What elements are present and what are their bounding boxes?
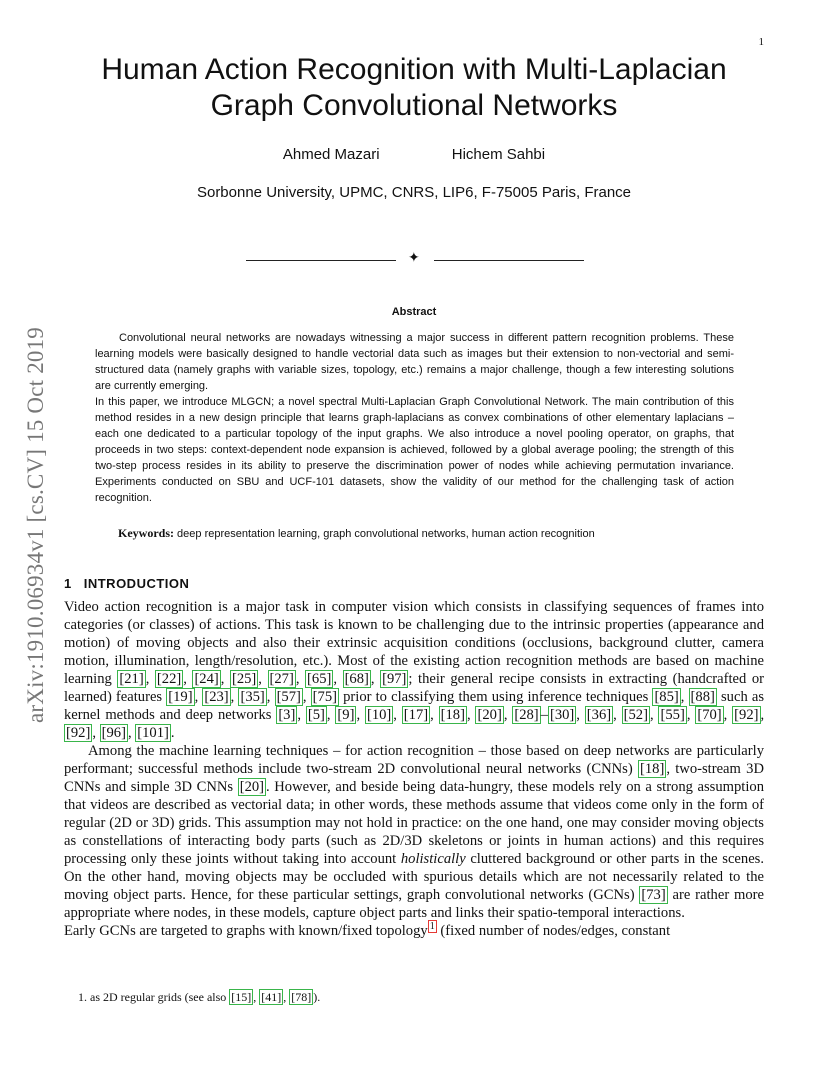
citation-link[interactable]: [68] (344, 671, 369, 687)
body-text: ; their general recipe consists in extracting (handcrafted or learned) features (64, 671, 765, 705)
divider-line-right (434, 260, 584, 261)
citation-link[interactable]: [3] (278, 707, 296, 723)
body-text: – (540, 707, 548, 723)
body-text: (fixed number of nodes/edges, constant (436, 923, 671, 939)
body-text: . However, and beside being data-hungry, these models rely on a strong assumption that videos are described as vectorial data; in other words, these methods assume that videos come only in the form of regular (2D or 3D) grids. This assumption may not hold in practice: on the one hand, one may consider moving objects as constellations of interacting body parts (such as 2D/3D skeletons or joints in human actions) and this requires processing only these joints without taking into account (64, 779, 765, 867)
citation-link[interactable]: [78] (291, 990, 312, 1004)
intro-paragraph (64, 742, 764, 922)
citation-link[interactable]: [24] (194, 671, 219, 687)
author-name: Hichem Sahbi (451, 146, 546, 163)
citation-link[interactable]: [88] (690, 689, 715, 705)
citation-link[interactable]: [57] (276, 689, 301, 705)
emphasis-text: holistically (400, 851, 466, 867)
author-name: Ahmed Mazari (282, 146, 380, 163)
page-number: 1 (758, 36, 764, 48)
footnote-text: ). (313, 990, 321, 1004)
citation-link[interactable]: [18] (639, 761, 665, 777)
citation-link[interactable]: [101] (137, 725, 169, 741)
divider-line-left (246, 260, 396, 261)
abstract-paragraph: Convolutional neural networks are nowadays witnessing a major success in different pattern recognition problems. These learning models were basically designed to handle vectorial data such as images but their extension to non-vectorial and semi-structured data (namely graphs with variable sizes, topology, etc.) remains a major challenge, though a few interesting solutions are currently emerging. (95, 332, 734, 392)
section-title: INTRODUCTION (83, 576, 190, 591)
citation-link[interactable]: [20] (239, 779, 265, 795)
section-number: 1 (64, 576, 72, 591)
citation-link[interactable]: [27] (269, 671, 294, 687)
body-text: are rather more appropriate where nodes, in these models, capture object parts and links their spatio-temporal interactions. (64, 887, 764, 921)
citation-link[interactable]: [96] (101, 725, 126, 741)
citation-link[interactable]: [85] (654, 689, 679, 705)
body-text: Among the machine learning techniques – for action recognition – those based on deep networks are particularly performant; successful methods include two-stream 2D convolutional neural networks (CNNs) (64, 743, 764, 777)
arxiv-identifier: arXiv:1910.06934v1 [cs.CV] 15 Oct 2019 (23, 327, 48, 723)
citation-link[interactable]: [28] (514, 707, 539, 723)
citation-link[interactable]: [23] (204, 689, 229, 705)
citation-link[interactable]: [70] (697, 707, 722, 723)
citation-link[interactable]: [25] (231, 671, 257, 687)
citation-link[interactable]: [19] (168, 689, 193, 705)
citation-link[interactable]: [9] (337, 707, 355, 723)
arxiv-sidebar (22, 290, 50, 760)
citation-link[interactable]: [21] (119, 671, 144, 687)
footnote: 1. as 2D regular grids (see also [15] , [41] , [78] ). (78, 990, 321, 1004)
body-text: cluttered background or other parts in the scenes. On the other hand, moving objects may be occluded with spurious details which are not necessarily related to the moving object parts. Hence, for these particular settings, graph convolutional networks (GCNs) (64, 851, 765, 903)
citation-link[interactable]: [41] (261, 990, 282, 1004)
citation-link[interactable]: [92] (734, 707, 759, 723)
abstract-heading: Abstract (391, 306, 437, 318)
intro-paragraph: Video action recognition is a major task in computer vision which consists in classifying sequences of frames into categories (or classes) of actions. This task is known to be challenging due to the intrinsic properties (appearance and motion) of moving objects and also their extrinsic acquisition conditions (occlusions, background clutter, camera motion, illumination, length/resolution, etc.). Most of the existing action recognition methods are based on machine learning [21] , [22] , [24] , [25] , [27] , [65] , [68] , [97] ; their general recipe consists in extracting (handcrafted or learned) features [19] , [23] , [35] , [57] , [75] prior to classifying them using inference techniques [85] , [88] such as kernel methods and deep networks [3] , [5] , [9] , [10] , [17] , [18] , [20] , [28] – [30] , [36] , [52] , [55] , [70] , [92] , [92] , [96] , [101] . (64, 599, 765, 741)
divider-star-icon: ✦ (408, 250, 420, 266)
abstract-paragraph: In this paper, we introduce MLGCN; a novel spectral Multi-Laplacian Graph Convolutional Network. The main contribution of this method resides in a new design principle that learns graph-laplacians as convex combinations of other elementary laplacians – each one dedicated to a particular topology of the input graphs. We also introduce a novel pooling operator, on graphs, that proceeds in two steps: context-dependent node expansion is achieved, followed by a global average pooling; the strength of this two-step process resides in its ability to preserve the discrimination power of nodes while achieving permutation invariance. Experiments conducted on SBU and UCF-101 datasets, show the validity of our method for the challenging task of action recognition. (95, 396, 734, 504)
citation-link[interactable]: [35] (240, 689, 265, 705)
keywords (118, 526, 595, 541)
body-text: . (170, 725, 175, 741)
citation-link[interactable]: [18] (440, 707, 465, 723)
body-text: Video action recognition is a major task in computer vision which consists in classifying sequences of frames into categories (or classes) of actions. This task is known to be challenging due to the intrinsic properties (appearance and motion) of moving objects and also their extrinsic acquisition conditions (occlusions, background clutter, camera motion, illumination, length/resolution, etc.). Most of the existing action recognition methods are based on machine learning (64, 599, 764, 687)
body-text: , two-stream 3D CNNs and simple 3D CNNs (64, 761, 765, 795)
citation-link[interactable]: [15] (231, 990, 252, 1004)
body-text: Early GCNs are targeted to graphs with known/fixed topology (64, 923, 428, 939)
citation-link[interactable]: [92] (66, 725, 91, 741)
keywords-text: deep representation learning, graph convolutional networks, human action recognition (174, 528, 595, 540)
citation-link[interactable]: [73] (641, 887, 666, 903)
author-list (0, 146, 828, 163)
citation-link[interactable]: [22] (156, 671, 182, 687)
citation-link[interactable]: [97] (382, 671, 407, 687)
citation-link[interactable]: [17] (403, 707, 429, 723)
section-heading (64, 576, 189, 591)
citation-link[interactable]: [5] (307, 707, 325, 723)
citation-link[interactable]: [10] (366, 707, 392, 723)
title-divider (246, 252, 584, 268)
affiliation: Sorbonne University, UPMC, CNRS, LIP6, F-75005 Paris, France (196, 184, 632, 201)
abstract-body (95, 330, 734, 506)
body-text: such as kernel methods and deep networks (64, 689, 765, 723)
citation-link[interactable]: [20] (477, 707, 502, 723)
paper-title: Human Action Recognition with Multi-Laplacian Graph Convolutional Networks (101, 53, 727, 122)
keywords-label: Keywords: (118, 526, 174, 540)
citation-link[interactable]: [52] (623, 707, 648, 723)
footnote-text: 1. as 2D regular grids (see also (78, 990, 230, 1004)
citation-link[interactable]: [36] (586, 707, 612, 723)
body-text: prior to classifying them using inference techniques (339, 689, 653, 705)
citation-link[interactable]: [75] (312, 689, 337, 705)
citation-link[interactable]: [55] (660, 707, 685, 723)
citation-link[interactable]: [30] (549, 707, 575, 723)
citation-link[interactable]: [65] (307, 671, 332, 687)
footnote-reference[interactable]: 1 (429, 921, 435, 933)
intro-paragraph (64, 922, 764, 940)
intro-body (64, 598, 764, 940)
